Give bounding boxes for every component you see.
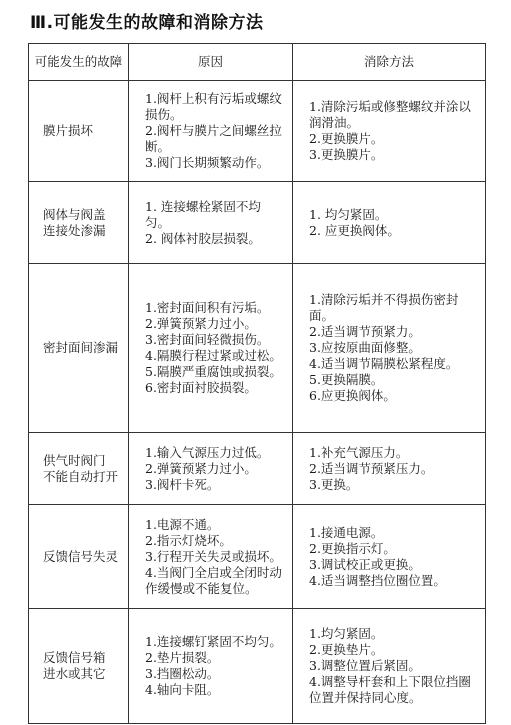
cause-item: 4.隔膜行程过紧或过松。 <box>145 348 282 363</box>
remedy-cell <box>293 609 486 724</box>
remedy-item: 2.适当调节预紧力。 <box>309 324 421 339</box>
remedy-item: 2.更换指示灯。 <box>309 540 396 556</box>
remedy-item: 2.更换垫片。 <box>309 642 384 657</box>
fault-text: 密封面间渗漏 <box>43 340 119 355</box>
cause-item: 3.行程开关失灵或损坏。 <box>145 548 282 564</box>
remedy-cell <box>293 264 486 433</box>
remedy-item: 1.接通电源。 <box>309 524 384 540</box>
fault-cell <box>29 81 129 182</box>
remedy-item: 4.适当调节隔膜松紧程度。 <box>309 356 459 371</box>
cause-item: 3.阀门长期频繁动作。 <box>145 155 270 170</box>
section-heading: Ⅲ.可能发生的故障和消除方法 <box>30 13 264 33</box>
cause-item: 3.阀杆卡死。 <box>145 476 220 492</box>
troubleshooting-table <box>28 43 486 724</box>
header-fault: 可能发生的故障 <box>29 44 129 81</box>
cause-item: 4.轴向卡阻。 <box>145 682 220 697</box>
fault-text: 阀体与阀盖 <box>43 206 106 222</box>
cause-item: 1.输入气源压力过低。 <box>145 444 270 460</box>
cause-cell <box>129 433 293 505</box>
remedy-item: 6.应更换阀体。 <box>309 388 396 403</box>
cause-item: 2.弹簧预紧力过小。 <box>145 460 257 476</box>
remedy-item: 2.更换膜片。 <box>309 131 384 146</box>
cause-item: 4.当阀门全启或全闭时动作缓慢或不能复位。 <box>145 564 282 596</box>
cause-item: 2.阀杆与膜片之间螺丝拉断。 <box>145 123 282 154</box>
table-body <box>29 81 486 724</box>
cause-item: 2.指示灯烧坏。 <box>145 532 232 548</box>
fault-cell <box>29 505 129 609</box>
cause-cell <box>129 505 293 609</box>
fault-cell <box>29 182 129 264</box>
cause-item: 6.密封面衬胶损裂。 <box>145 380 257 395</box>
remedy-cell <box>293 81 486 182</box>
cause-cell <box>129 264 293 433</box>
cause-item: 2.弹簧预紧力过小。 <box>145 316 257 331</box>
fault-text: 反馈信号失灵 <box>43 548 119 564</box>
remedy-item: 2.适当调节预紧压力。 <box>309 460 434 476</box>
fault-text: 连接处渗漏 <box>43 222 106 238</box>
cause-item: 1.连接螺钉紧固不均匀。 <box>145 634 282 649</box>
cause-item: 2. 阀体衬胶层损裂。 <box>145 230 261 246</box>
cause-item: 3.密封面间轻微损伤。 <box>145 332 270 347</box>
remedy-item: 1.均匀紧固。 <box>309 626 384 641</box>
table-row <box>29 433 486 505</box>
remedy-item: 1.补充气源压力。 <box>309 444 409 460</box>
fault-text: 供气时阀门 <box>43 452 106 468</box>
remedy-item: 5.更换隔膜。 <box>309 372 384 387</box>
cause-item: 5.隔膜严重腐蚀或损裂。 <box>145 364 282 379</box>
remedy-item: 3.更换。 <box>309 476 359 492</box>
remedy-item: 1.清除污垢或修整螺纹并涂以润滑油。 <box>309 99 471 130</box>
table-row <box>29 182 486 264</box>
cause-cell <box>129 609 293 724</box>
fault-cell <box>29 264 129 433</box>
table-row <box>29 505 486 609</box>
remedy-item: 1. 均匀紧固。 <box>309 206 388 222</box>
table-row <box>29 81 486 182</box>
header-cause: 原因 <box>129 44 293 81</box>
cause-item: 1.密封面间积有污垢。 <box>145 300 270 315</box>
remedy-item: 3.调试校正或更换。 <box>309 556 421 572</box>
remedy-item: 3.调整位置后紧固。 <box>309 658 421 673</box>
remedy-cell <box>293 182 486 264</box>
fault-cell <box>29 433 129 505</box>
remedy-item: 4.适当调整挡位圈位置。 <box>309 572 446 588</box>
table-row <box>29 609 486 724</box>
table-header-row <box>29 44 486 81</box>
remedy-item: 2. 应更换阀体。 <box>309 222 400 238</box>
cause-cell <box>129 182 293 264</box>
remedy-cell <box>293 433 486 505</box>
fault-text: 不能自动打开 <box>43 468 119 484</box>
cause-item: 1. 连接螺栓紧固不均匀。 <box>145 198 261 230</box>
cause-item: 3.挡圈松动。 <box>145 666 220 681</box>
remedy-item: 3.应按原曲面修整。 <box>309 340 421 355</box>
cause-item: 1.阀杆上积有污垢或螺纹损伤。 <box>145 91 282 122</box>
remedy-item: 3.更换膜片。 <box>309 147 384 162</box>
cause-cell <box>129 81 293 182</box>
remedy-item: 4.调整导杆套和上下限位挡圈位置并保持同心度。 <box>309 674 471 705</box>
fault-text: 反馈信号箱 <box>43 650 106 665</box>
fault-text: 膜片损坏 <box>43 123 94 138</box>
remedy-cell <box>293 505 486 609</box>
fault-text: 进水或其它 <box>43 666 106 681</box>
header-remedy: 消除方法 <box>293 44 486 81</box>
remedy-item: 1.清除污垢并不得损伤密封面。 <box>309 292 459 323</box>
cause-item: 1.电源不通。 <box>145 516 220 532</box>
cause-item: 2.垫片损裂。 <box>145 650 220 665</box>
table-row <box>29 264 486 433</box>
fault-cell <box>29 609 129 724</box>
